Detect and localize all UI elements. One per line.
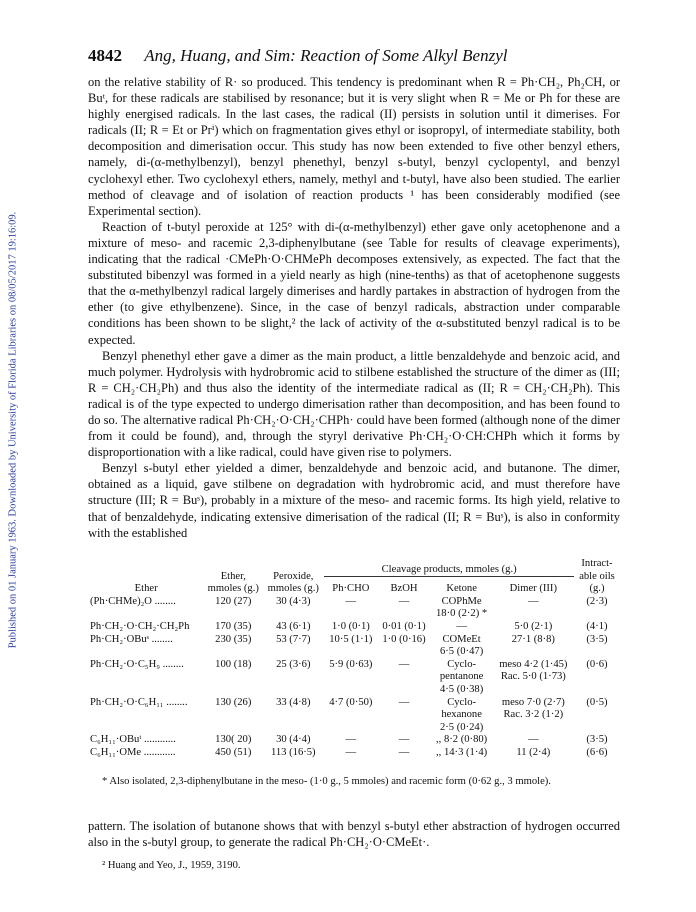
cell-ether-amount: 130( 20) <box>215 734 252 746</box>
cleavage-table <box>88 558 620 760</box>
cell-peroxide: 30 (4·3) <box>276 595 311 607</box>
cell-peroxide: 53 (7·7) <box>276 633 311 645</box>
table-row <box>88 596 620 621</box>
cell-dimer: meso 4·2 (1·45) Rac. 5·0 (1·73) <box>499 658 568 683</box>
cell-peroxide: 25 (3·6) <box>276 658 311 670</box>
cell-bzoh: — <box>398 658 410 670</box>
cell-ether-amount: 100 (18) <box>215 658 252 670</box>
cell-ketone: COMeEt 6·5 (0·47) <box>439 633 484 658</box>
col-ether: Ether <box>134 583 158 595</box>
cell-bzoh: 1·0 (0·16) <box>382 633 426 645</box>
cell-ether: C₆H₁₁·OBuᵗ ............ <box>90 734 176 746</box>
page-number: 4842 <box>88 46 122 65</box>
cell-dimer: — <box>528 595 539 607</box>
paragraph-2: Reaction of t-butyl peroxide at 125° with di-(α-methylbenzyl) ether gave only acetophenone and a mixture of meso- and racemic 2,3-diphenylbutane (see Table for results of cleavage experiments), indicating that the radical ·CMePh·O·CHMePh decomposes extensively, as expected. The fact that the substituted bibenzyl was formed in a yield nearly as high (nine-tenths) as that of acetophenone suggests that the α-methylbenzyl radical largely dimerises and hardly partakes in abstraction of hydrogen from the ether (to give ethylbenzene). Since, in the case of benzyl radicals, abstraction under comparable conditions has been shown to be slight,² the lack of activity of the α-substituted benzyl radical is to be expected. <box>88 219 620 347</box>
cell-ether-amount: 130 (26) <box>215 696 252 708</box>
cell-ketone: ,, 8·2 (0·80) <box>436 734 488 746</box>
cell-ether-amount: 120 (27) <box>215 595 252 607</box>
cell-intractable: (2·3) <box>586 595 608 607</box>
cell-ether-amount: 230 (35) <box>215 633 252 645</box>
cell-intractable: (6·6) <box>586 746 608 758</box>
cell-bzoh: — <box>398 734 410 746</box>
col-cleavage-group: Cleavage products, mmoles (g.) <box>324 558 574 577</box>
cell-phcho: — <box>345 746 357 758</box>
cell-ketone: Cyclo- hexanone 2·5 (0·24) <box>439 696 484 733</box>
page-footnote: ² Huang and Yeo, J., 1959, 3190. <box>102 860 241 871</box>
cell-intractable: (3·5) <box>586 734 608 746</box>
table-row <box>88 734 620 747</box>
table-row <box>88 634 620 659</box>
col-bzoh: BzOH <box>390 583 418 595</box>
cell-peroxide: 30 (4·4) <box>276 734 311 746</box>
cell-dimer: 27·1 (8·8) <box>511 633 555 645</box>
col-intractable: Intract-able oils (g.) <box>579 558 615 595</box>
cell-intractable: (0·5) <box>586 696 608 708</box>
cell-peroxide: 113 (16·5) <box>270 746 316 758</box>
cell-dimer: meso 7·0 (2·7) Rac. 3·2 (1·2) <box>501 696 565 721</box>
col-dimer: Dimer (III) <box>509 583 557 595</box>
cell-ketone: — <box>456 620 467 632</box>
sidebar-text: Published on 01 January 1963. Downloaded by University of Florida Libraries on 08/05/2017 19:16:09. <box>7 211 19 649</box>
cell-ether: Ph·CH₂·O·C₆H₁₁ ........ <box>90 696 188 708</box>
table-row <box>88 697 620 735</box>
cell-bzoh: 0·01 (0·1) <box>382 620 426 632</box>
paragraph-1: on the relative stability of R· so produced. This tendency is predominant when R = Ph·CH₂, Ph₂CH, or Buᵗ, for these radicals are stabilised by resonance; but it is very slight when R = Me or Ph for these are highly energised radicals. In the last cases, the radical (II) persists in solution until it dimerises. For radicals (II; R = Et or Prⁱ) which on fragmentation gives ethyl or isopropyl, of intermediate stability, both decomposition and dimerisation occur. This study has now been extended to five other benzyl ethers, namely, di-(α-methylbenzyl), benzyl phenethyl, benzyl s-butyl, benzyl cyclopentyl, and benzyl cyclohexyl ether. Two cyclohexyl ethers, namely, methyl and t-butyl, have also been studied. The earlier method of cleavage and of isolation of reaction products ¹ has been considerably modified (see Experimental section). <box>88 75 620 218</box>
col-phcho: Ph·CHO <box>332 583 370 595</box>
cell-ether-amount: 450 (51) <box>215 746 252 758</box>
cell-ether-amount: 170 (35) <box>215 620 252 632</box>
table-row <box>88 659 620 697</box>
paragraph-4: Benzyl s-butyl ether yielded a dimer, benzaldehyde and benzoic acid, and butanone. The dimer, obtained as a liquid, gave stilbene on degradation with hydrobromic acid, and must therefore have structure (III; R = Buˢ), probably in a mixture of the meso- and racemic forms. Its high yield, relative to that of benzaldehyde, indicating extensive dimerisation of the radical (II; R = Buˢ), is also in conformity with the established <box>88 461 620 540</box>
cell-intractable: (4·1) <box>586 620 608 632</box>
col-peroxide: Peroxide, mmoles (g.) <box>267 570 319 595</box>
table-row <box>88 621 620 634</box>
cell-phcho: 4·7 (0·50) <box>329 696 373 708</box>
cell-phcho: — <box>345 734 357 746</box>
cell-ketone: ,, 14·3 (1·4) <box>436 746 488 758</box>
cell-bzoh: — <box>398 746 410 758</box>
cell-phcho: 5·9 (0·63) <box>329 658 373 670</box>
body-text <box>88 74 620 541</box>
cell-dimer: 5·0 (2·1) <box>514 620 553 632</box>
cell-phcho: 10·5 (1·1) <box>329 633 373 645</box>
tail-paragraph: pattern. The isolation of butanone shows that with benzyl s-butyl ether abstraction of hydrogen occurred also in the s-butyl group, to generate the radical Ph·CH₂·O·CMeEt·. <box>88 819 620 850</box>
table-row <box>88 747 620 760</box>
col-ether-amount: Ether, mmoles (g.) <box>207 570 259 595</box>
col-ketone: Ketone <box>446 583 477 595</box>
cell-dimer: 11 (2·4) <box>516 746 551 758</box>
cell-phcho: 1·0 (0·1) <box>331 620 370 632</box>
cell-bzoh: — <box>398 595 410 607</box>
cell-peroxide: 33 (4·8) <box>276 696 311 708</box>
cell-bzoh: — <box>398 696 410 708</box>
cell-dimer: — <box>528 734 539 746</box>
cell-intractable: (3·5) <box>586 633 608 645</box>
running-header <box>88 46 620 66</box>
cell-ketone: Cyclo- pentanone 4·5 (0·38) <box>439 658 484 695</box>
cell-ether: C₆H₁₁·OMe ............ <box>90 746 176 758</box>
cell-phcho: — <box>345 595 357 607</box>
cell-ether: (Ph·CHMe)₂O ........ <box>90 595 176 607</box>
cell-intractable: (0·6) <box>586 658 608 670</box>
cell-ether: Ph·CH₂·O·CH₂·CH₂Ph <box>90 620 190 632</box>
cell-ketone: COPhMe 18·0 (2·2) * <box>436 595 488 620</box>
paragraph-3: Benzyl phenethyl ether gave a dimer as the main product, a little benzaldehyde and benzoic acid, and much polymer. Hydrolysis with hydrobromic acid to stilbene established the structure of the dimer as (III; R = CH₂·CH₂Ph) and thus also the identity of the intermediate radical as (II; R = CH₂·CH₂Ph). This radical is of the type expected to undergo dimerisation rather than decomposition, and has been found to do so. The alternative radical Ph·CH₂·O·CH₂·CHPh· could have been formed (although none of the dimer from it could be found), and, through the styryl derivative Ph·CH₂·O·CH:CHPh which it forms by disproportionation with a like radical, could have given rise to polymers. <box>88 348 620 460</box>
cell-ether: Ph·CH₂·O·C₅H₉ ........ <box>90 658 184 670</box>
table-footnote: * Also isolated, 2,3-diphenylbutane in the meso- (1·0 g., 5 mmoles) and racemic form (0·62 g., 3 mmole). <box>102 776 551 787</box>
cell-peroxide: 43 (6·1) <box>276 620 311 632</box>
publication-sidebar-note <box>6 110 20 750</box>
running-title: Ang, Huang, and Sim: Reaction of Some Alkyl Benzyl <box>144 46 508 65</box>
cell-ether: Ph·CH₂·OBuˢ ........ <box>90 633 173 645</box>
